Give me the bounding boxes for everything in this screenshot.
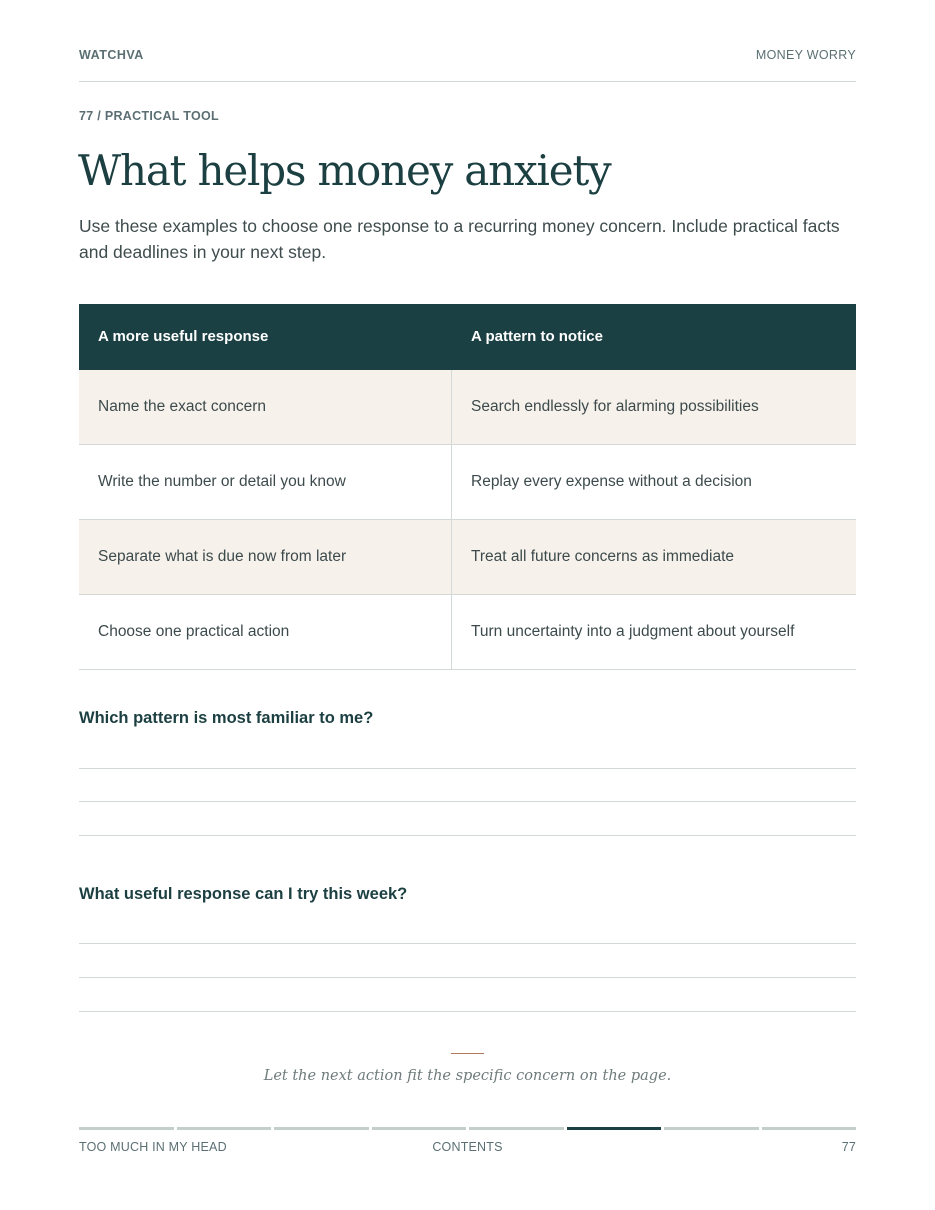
- running-header: [79, 48, 856, 82]
- chapter-progress: [79, 1127, 856, 1131]
- table-cell: Name the exact concern: [79, 370, 452, 444]
- table-cell: Search endlessly for alarming possibilities: [471, 398, 759, 415]
- brand-label: WATCHVA: [79, 48, 144, 62]
- page-kicker: 77 / PRACTICAL TOOL: [79, 109, 219, 123]
- accent-rule: [451, 1053, 484, 1054]
- writing-line[interactable]: [79, 977, 856, 978]
- book-title-link[interactable]: TOO MUCH IN MY HEAD: [79, 1140, 227, 1154]
- writing-line[interactable]: [79, 1011, 856, 1012]
- table-header: [79, 304, 856, 370]
- section-label: MONEY WORRY: [755, 48, 856, 62]
- progress-segment: [274, 1127, 369, 1130]
- page-number: 77: [841, 1140, 856, 1154]
- table-row: [79, 445, 856, 520]
- table-row: [79, 595, 856, 670]
- table-cell: Choose one practical action: [79, 595, 452, 669]
- writing-line[interactable]: [79, 835, 856, 836]
- writing-line[interactable]: [79, 768, 856, 769]
- table-cell: Turn uncertainty into a judgment about yourself: [471, 623, 795, 640]
- table-cell: Replay every expense without a decision: [471, 473, 752, 490]
- writing-line[interactable]: [79, 943, 856, 944]
- column-header-pattern: A pattern to notice: [471, 328, 603, 345]
- table-row: [79, 370, 856, 445]
- column-header-useful-response: A more useful response: [98, 328, 269, 345]
- writing-line[interactable]: [79, 801, 856, 802]
- table-cell: Separate what is due now from later: [79, 520, 452, 594]
- progress-segment: [79, 1127, 174, 1130]
- closing-quote: Let the next action fit the specific concern on the page.: [263, 1068, 672, 1084]
- table-row: [79, 520, 856, 595]
- progress-segment: [372, 1127, 467, 1130]
- progress-segment: [469, 1127, 564, 1130]
- reflection-prompt-1: Which pattern is most familiar to me?: [79, 709, 374, 727]
- progress-segment: [664, 1127, 759, 1130]
- contents-link[interactable]: CONTENTS: [432, 1140, 503, 1154]
- page-title: What helps money anxiety: [78, 146, 611, 195]
- response-pattern-table: [79, 304, 856, 670]
- progress-segment-current: [567, 1127, 662, 1130]
- reflection-prompt-2: What useful response can I try this week?: [79, 885, 408, 903]
- intro-paragraph: Use these examples to choose one response to a recurring money concern. Include practical facts and deadlines in your next step.: [79, 216, 840, 262]
- progress-segment: [762, 1127, 857, 1130]
- table-cell: Write the number or detail you know: [79, 445, 452, 519]
- table-cell: Treat all future concerns as immediate: [471, 548, 735, 565]
- progress-segment: [177, 1127, 272, 1130]
